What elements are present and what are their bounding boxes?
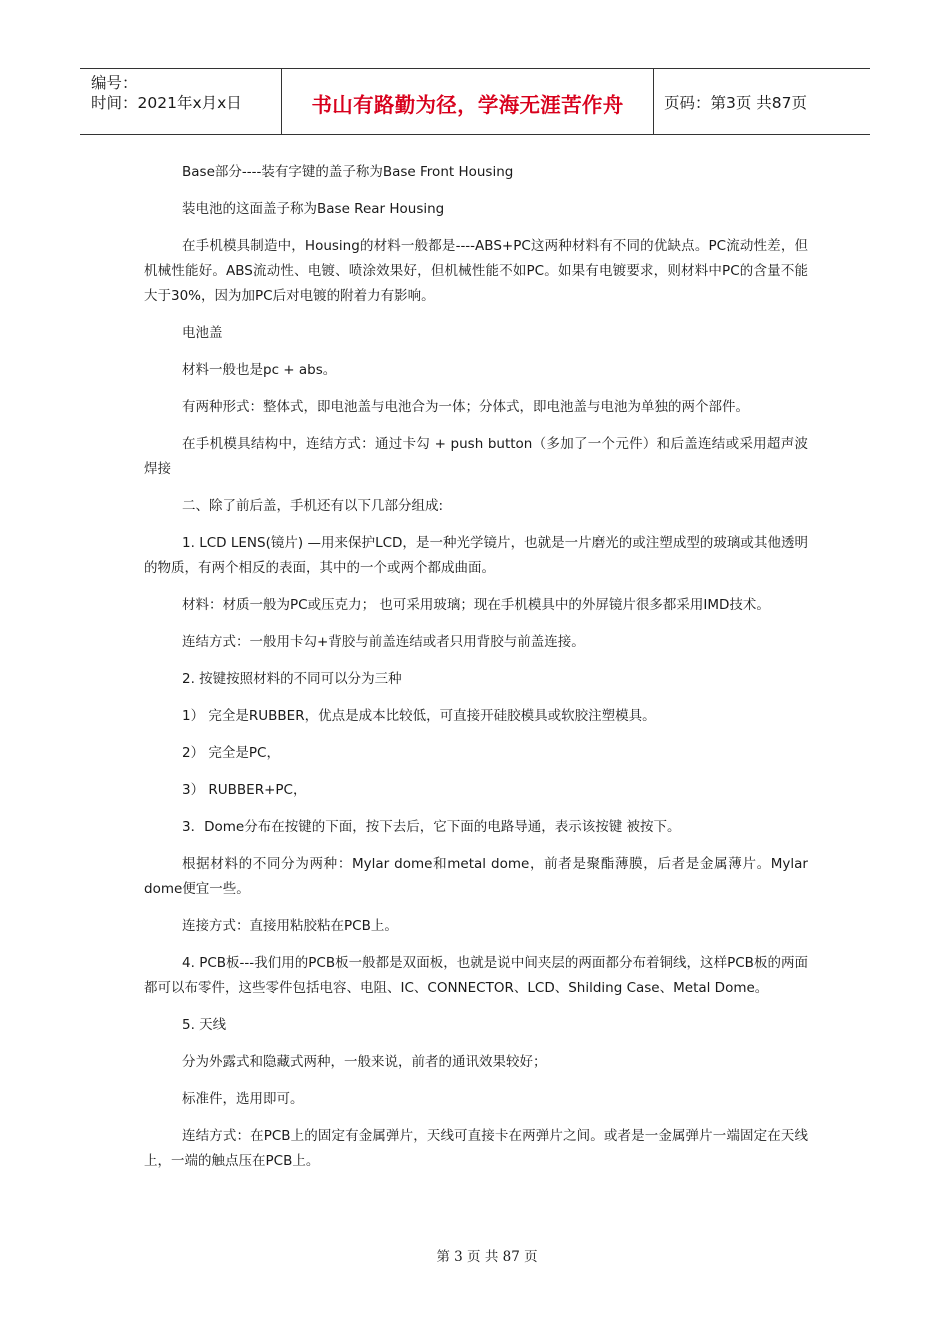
paragraph: 3．Dome分布在按键的下面，按下去后，它下面的电路导通，表示该按键 被按下。 xyxy=(182,819,681,835)
paragraph: 根据材料的不同分为两种：Mylar dome和metal dome，前者是聚酯薄膜，后者是金属薄片。Mylar dome便宜一些。 xyxy=(144,856,808,897)
page-header xyxy=(80,68,870,135)
header-motto: 书山有路勤为径，学海无涯苦作舟 xyxy=(311,92,624,117)
header-page-info xyxy=(654,69,870,134)
paragraph: 1） 完全是RUBBER，优点是成本比较低，可直接开硅胶模具或软胶注塑模具。 xyxy=(182,708,656,724)
paragraph: 连结方式：一般用卡勾+背胶与前盖连结或者只用背胶与前盖连接。 xyxy=(182,634,585,650)
paragraph: Base部分----装有字键的盖子称为Base Front Housing xyxy=(182,164,514,180)
paragraph: 材料一般也是pc + abs。 xyxy=(182,362,337,378)
paragraph: 1. LCD LENS(镜片) —用来保护LCD，是一种光学镜片，也就是一片磨光的或注塑成型的玻璃或其他透明的物质，有两个相反的表面，其中的一个或两个都成曲面。 xyxy=(144,535,808,576)
paragraph: 分为外露式和隐藏式两种，一般来说，前者的通讯效果较好； xyxy=(182,1054,547,1070)
header-meta xyxy=(80,69,282,134)
document-body xyxy=(144,160,808,1186)
paragraph: 2） 完全是PC， xyxy=(182,745,280,761)
paragraph: 3） RUBBER+PC， xyxy=(182,782,307,798)
paragraph: 在手机模具制造中，Housing的材料一般都是----ABS+PC这两种材料有不同的优缺点。PC流动性差，但机械性能好。ABS流动性、电镀、喷涂效果好，但机械性能不如PC。如果有电镀要求，则材料中PC的含量不能大于30%，因为加PC后对电镀的附着力有影响。 xyxy=(144,238,808,304)
paragraph: 有两种形式：整体式，即电池盖与电池合为一体；分体式，即电池盖与电池为单独的两个部件。 xyxy=(182,399,749,415)
paragraph: 连接方式：直接用粘胶粘在PCB上。 xyxy=(182,918,398,934)
paragraph: 5. 天线 xyxy=(182,1017,227,1033)
paragraph: 连结方式：在PCB上的固定有金属弹片，天线可直接卡在两弹片之间。或者是一金属弹片一端固定在天线上，一端的触点压在PCB上。 xyxy=(144,1128,808,1169)
paragraph: 标准件，选用即可。 xyxy=(182,1091,304,1107)
paragraph: 装电池的这面盖子称为Base Rear Housing xyxy=(182,201,445,217)
footer-page-number: 第 3 页 共 87 页 xyxy=(436,1249,538,1265)
page-footer xyxy=(0,1245,950,1265)
document-time-label: 时间：2021年x月x日 xyxy=(91,94,242,112)
header-motto-cell xyxy=(282,69,654,134)
paragraph: 2. 按键按照材料的不同可以分为三种 xyxy=(182,671,402,687)
header-page-label: 页码：第3页 共87页 xyxy=(664,94,808,112)
paragraph: 材料：材质一般为PC或压克力； 也可采用玻璃；现在手机模具中的外屏镜片很多都采用IMD技术。 xyxy=(182,597,770,613)
paragraph: 在手机模具结构中，连结方式：通过卡勾 + push button（多加了一个元件）和后盖连结或采用超声波焊接 xyxy=(144,436,808,477)
document-number-label: 编号： xyxy=(91,74,138,92)
paragraph: 4. PCB板---我们用的PCB板一般都是双面板，也就是说中间夹层的两面都分布着铜线，这样PCB板的两面都可以布零件，这些零件包括电容、电阻、IC、CONNECTOR、LCD、Shilding Case、Metal Dome。 xyxy=(144,955,808,996)
paragraph: 二、除了前后盖，手机还有以下几部分组成: xyxy=(182,498,444,514)
paragraph: 电池盖 xyxy=(182,325,223,341)
